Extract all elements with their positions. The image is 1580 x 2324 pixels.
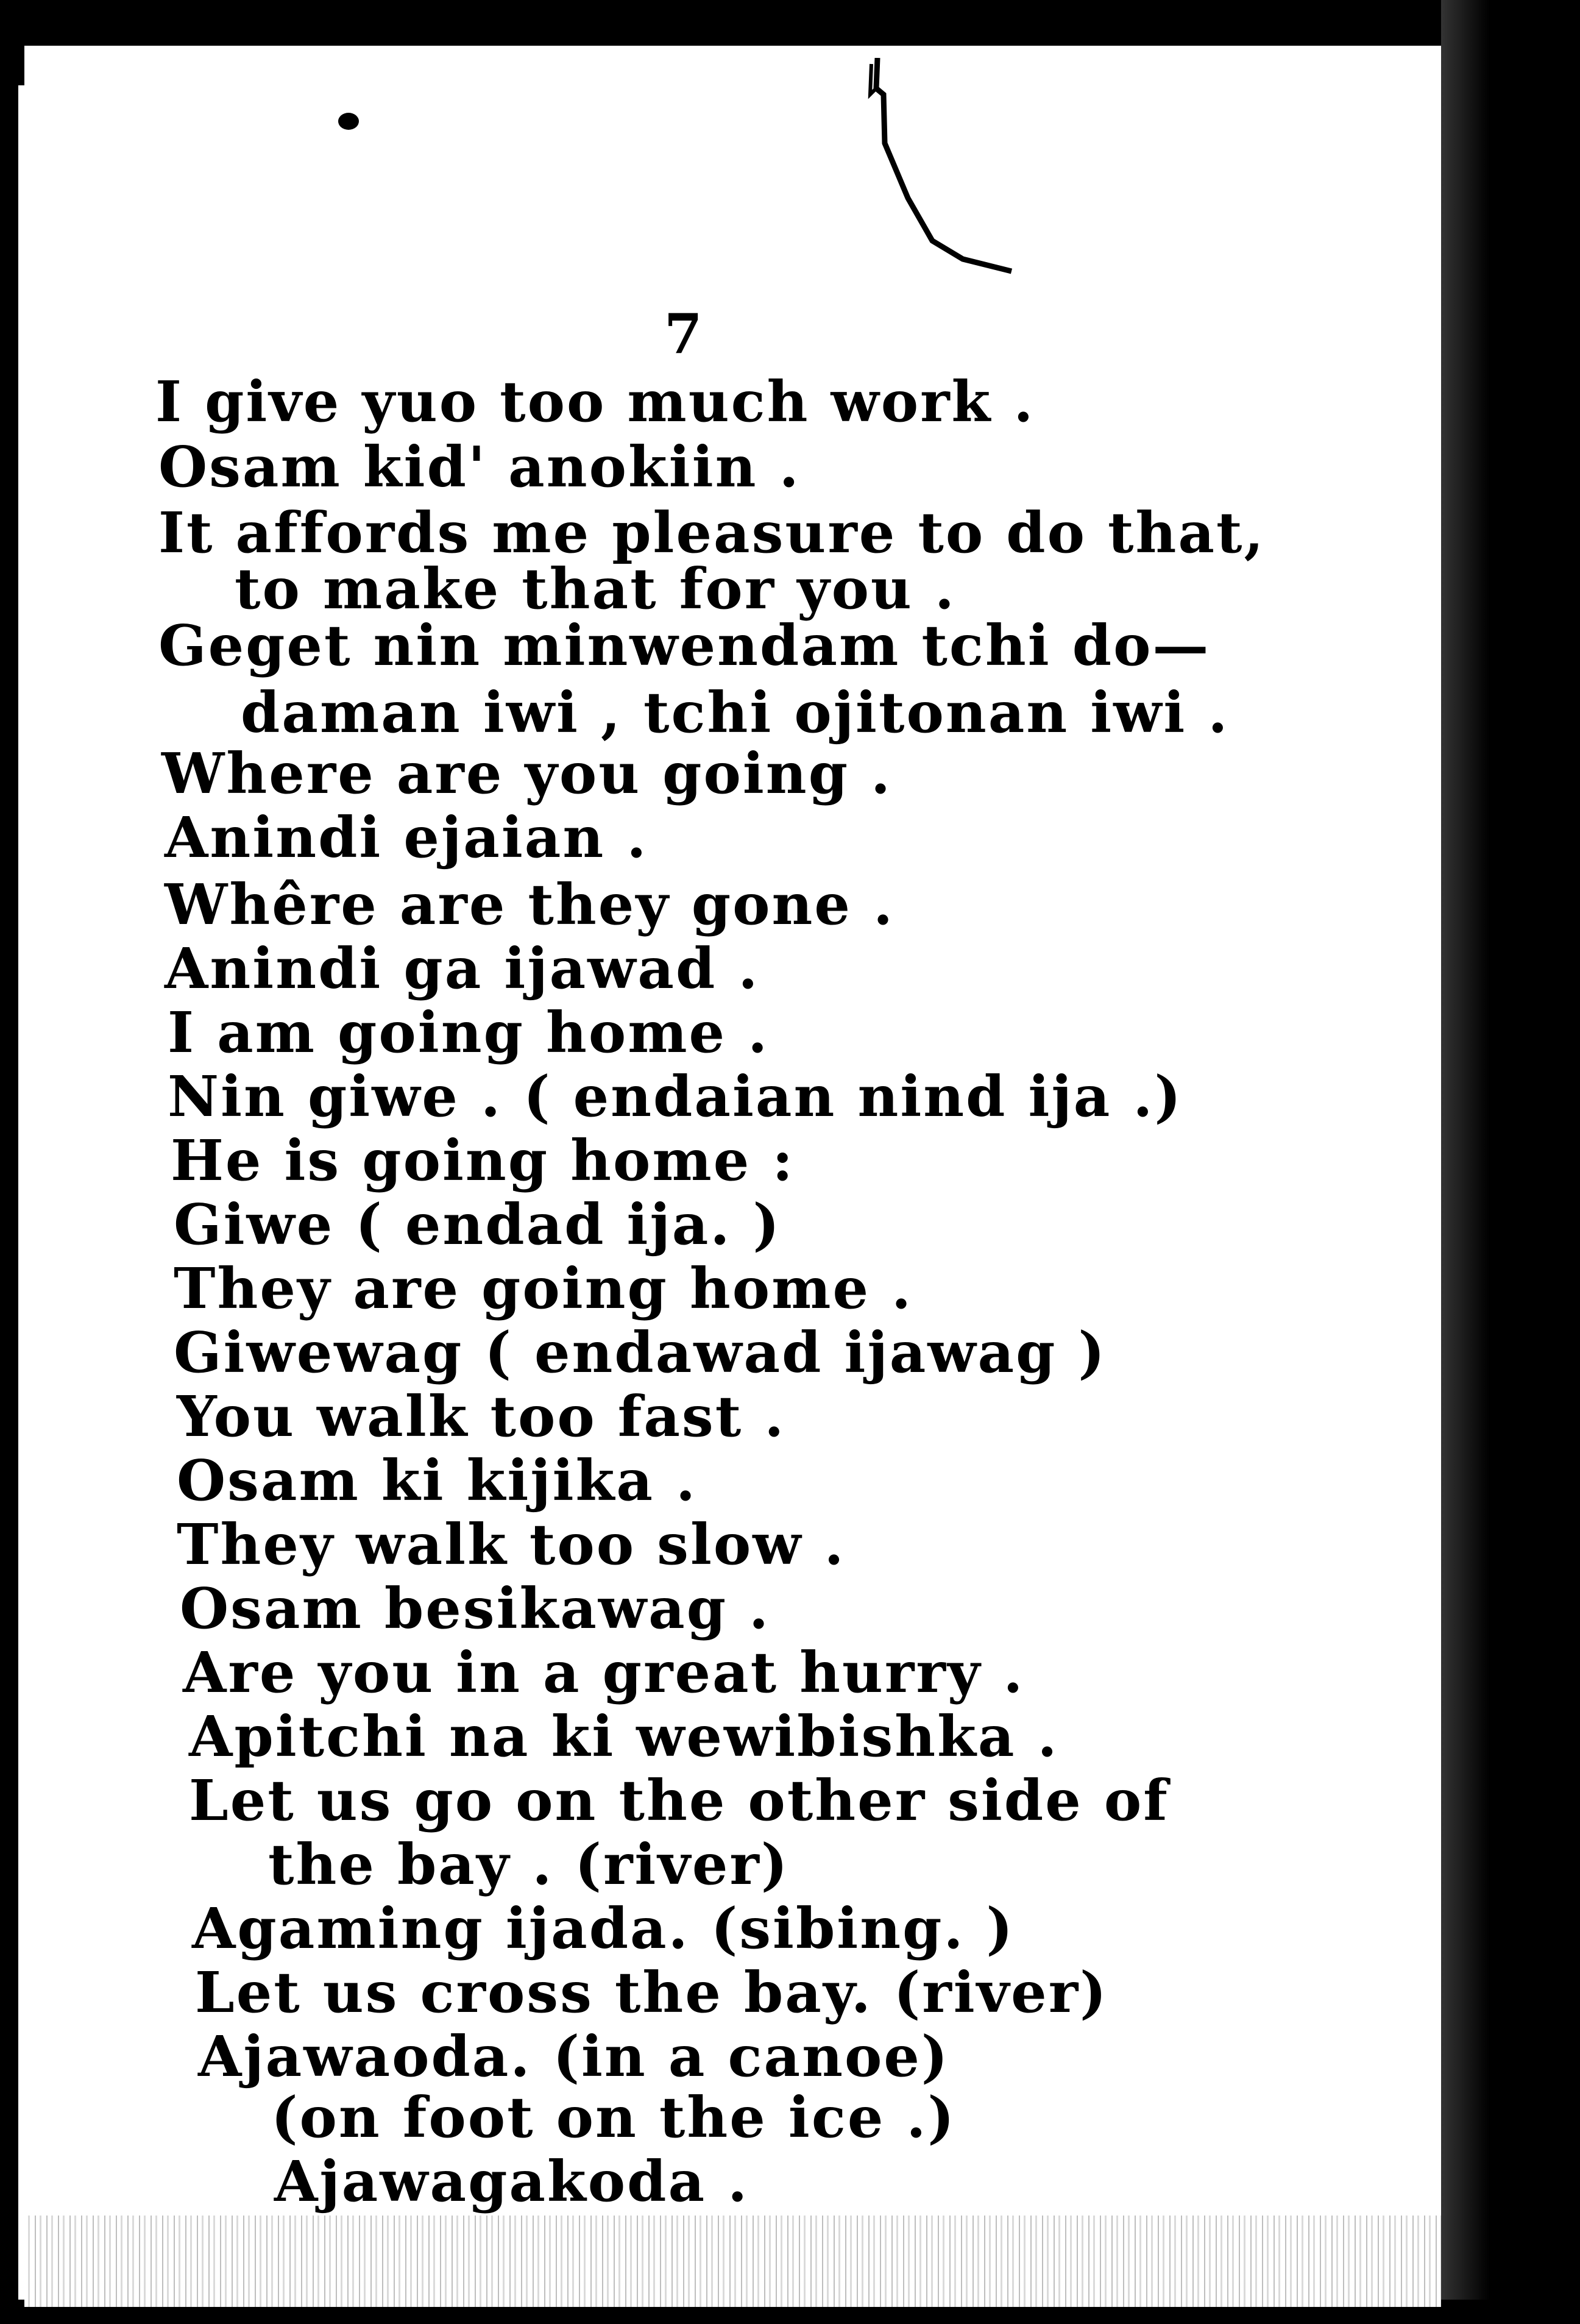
text-line: Osam besikawag . bbox=[180, 1576, 771, 1641]
scan-right-edge bbox=[1441, 0, 1580, 2324]
text-line: I am going home . bbox=[168, 1000, 770, 1065]
text-line: Giwewag ( endawad ijawag ) bbox=[174, 1320, 1107, 1385]
page-number: 7 bbox=[664, 302, 703, 366]
text-line: It affords me pleasure to do that, bbox=[158, 500, 1266, 566]
text-line: Anindi ga ijawad . bbox=[165, 936, 760, 1001]
text-line: the bay . (river) bbox=[268, 1832, 790, 1897]
paper-crack bbox=[841, 58, 1036, 277]
text-line: Nin giwe . ( endaian nind ija .) bbox=[168, 1064, 1183, 1129]
text-line: They are going home . bbox=[174, 1256, 913, 1321]
text-line: You walk too fast . bbox=[177, 1384, 786, 1449]
text-line: I give yuo too much work . bbox=[155, 369, 1035, 435]
text-line: Anindi ejaian . bbox=[165, 805, 648, 870]
text-line: He is going home : bbox=[171, 1128, 795, 1193]
page-edge-line bbox=[18, 85, 24, 2310]
text-line: Ajawaoda. (in a canoe) bbox=[198, 2024, 950, 2089]
text-line: Osam kid' anokiin . bbox=[158, 434, 801, 500]
text-line: They walk too slow . bbox=[177, 1512, 846, 1577]
text-line: Osam ki kijika . bbox=[177, 1448, 697, 1513]
text-line: Giwe ( endad ija. ) bbox=[174, 1192, 781, 1257]
text-line: Are you in a great hurry . bbox=[183, 1640, 1025, 1705]
ink-spot bbox=[338, 113, 359, 130]
text-line: Let us cross the bay. (river) bbox=[195, 1960, 1108, 2025]
text-line: Where are you going . bbox=[161, 741, 893, 806]
text-line: to make that for you . bbox=[235, 556, 956, 622]
book-page bbox=[24, 46, 1441, 2307]
text-line: Ajawagakoda . bbox=[274, 2148, 749, 2214]
text-line: Agaming ijada. (sibing. ) bbox=[192, 1896, 1015, 1961]
book-spine bbox=[0, 0, 18, 2324]
text-line: Apitchi na ki wewibishka . bbox=[189, 1704, 1059, 1769]
scan-noise bbox=[24, 2216, 1441, 2307]
text-line: daman iwi , tchi ojitonan iwi . bbox=[241, 680, 1230, 745]
text-line: (on foot on the ice .) bbox=[271, 2084, 956, 2150]
text-line: Let us go on the other side of bbox=[189, 1768, 1169, 1833]
text-line: Geget nin minwendam tchi do— bbox=[158, 613, 1211, 678]
text-line: Whêre are they gone . bbox=[165, 872, 895, 937]
